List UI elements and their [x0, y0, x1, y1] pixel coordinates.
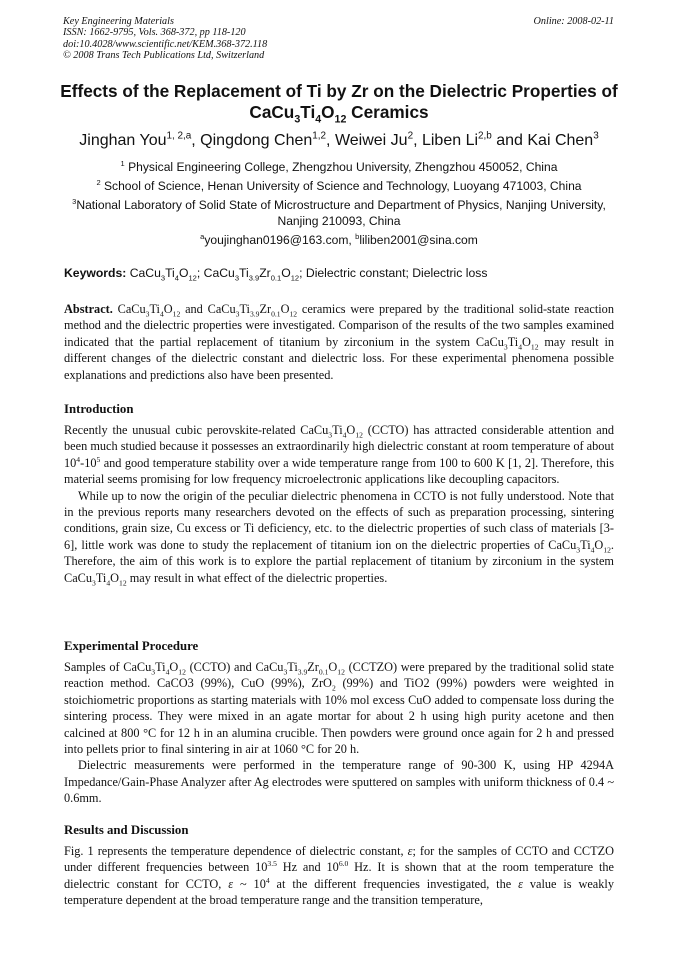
abstract-label: Abstract.	[64, 302, 113, 316]
introduction-body	[64, 422, 614, 586]
email-line: $^a$youjinghan0196@163.com, $^b$liliben2001@sina.com	[200, 231, 478, 247]
title-line-1: Effects of the Replacement of Ti by Zr on the Dielectric Properties of	[60, 81, 618, 101]
intro-paragraph-2: While up to now the origin of the peculiar dielectric phenomena in CCTO is not fully understood. Note that in the previous reports many researchers devoted on the effects of such as preparation processing, sintering conditions, grain size, Cu excess or Ti deficiency, etc. to the dielectric properties of such class of materials [3-6], little work was done to study the replacement of titanium ion on the dielectric properties of $CaCu_3Ti_4O_{12}$. Therefore, the aim of this work is to explore the partial replacement of titanium by zirconium in the system $CaCu_3Ti_4O_{12}$ may result in what effect of the dielectric properties.	[64, 488, 614, 588]
experimental-body	[64, 659, 614, 807]
experimental-heading: Experimental Procedure	[64, 639, 199, 653]
results-heading: Results and Discussion	[64, 823, 189, 837]
intro-paragraph-1: Recently the unusual cubic perovskite-related $CaCu_3Ti_4O_{12}$ (CCTO) has attracted considerable attention and been much studied because it possesses an extraordinarily high dielectric constant at room temperature of about $10^4-10^5$ and good temperature stability over a wide temperature range from 100 to 600 K [1, 2]. Therefore, this material seems promising for low frequency microelectronic applications like decoupling capacitors.	[64, 423, 614, 487]
results-paragraph-1: Fig. 1 represents the temperature dependence of dielectric constant, ε; for the samples of CCTO and CCTZO under different frequencies between $10^{3.5}$ Hz and $10^{6.0}$ Hz. It is shown that at the room temperature the dielectric constant for CCTO, ε ~ $10^4$ at the different frequencies investigated, the ε value is weakly temperature dependent at the broad temperature range and the transition temperature,	[64, 844, 614, 908]
doi-line: doi:10.4028/www.scientific.net/KEM.368-372.118	[63, 38, 268, 50]
introduction-heading: Introduction	[64, 402, 134, 416]
results-body	[64, 843, 614, 909]
keywords-line: Keywords: $CaCu_3Ti_4O_{12}$; $CaCu_3Ti_{3.9}Zr_{0.1}O_{12}$; Dielectric constant; Dielectric loss	[64, 266, 488, 283]
affiliation-3: $^3$National Laboratory of Solid State of Microstructure and Department of Physics, Nanjing University, Nanjing 210093, China	[72, 196, 606, 228]
journal-header	[63, 16, 267, 62]
exp-paragraph-2: Dielectric measurements were performed in the temperature range of 90-300 K, using HP 4294A Impedance/Gain-Phase Analyzer after Ag electrodes were sputtered on samples with uniform thickness of 0.4 ~ 0.6mm.	[64, 758, 614, 806]
abstract: Abstract. $CaCu_3Ti_4O_{12}$ and $CaCu_3Ti_{3.9}Zr_{0.1}O_{12}$ ceramics were prepared by the traditional solid-state reaction method and the dielectric properties were investigated. Comparison of the results of the two samples examined indicated that the partial replacement of titanium by zirconium in the system $CaCu_3Ti_4O_{12}$ may result in different changes of the dielectric constant and dielectric loss. For these experimental phenomena possible explanations and predictions also have been presented.	[64, 302, 615, 382]
keywords-label: Keywords:	[64, 266, 127, 280]
exp-paragraph-1: Samples of $CaCu_3Ti_4O_{12}$ (CCTO) and $CaCu_3Ti_{3.9}Zr_{0.1}O_{12}$ (CCTZO) were prepared by the traditional solid state reaction method. CaCO3 (99%), CuO (99%), ZrO$_2$ (99%) and TiO2 (99%) powders were weighted in stoichiometric proportions as starting materials with 10% mol excess CuO added to compensate loss during the sintering process. They were mixed in an agate mortar for about 2 h using high purity acetone and then calcined at 800 °C for 12 h in an alumina crucible. Then powders were ground once again for 2 h and pressed into pellets prior to final sintering in air at 1060 °C for 20 h.	[64, 660, 614, 757]
journal-name: Key Engineering Materials	[63, 16, 174, 27]
affiliation-2: $^2$ School of Science, Henan University of Science and Technology, Luoyang 471003, China	[96, 177, 582, 193]
title-line-2: $CaCu_3Ti_4O_{12}$ Ceramics	[249, 102, 429, 126]
paper-title	[50, 81, 628, 126]
copyright-line: © 2008 Trans Tech Publications Ltd, Switzerland	[63, 50, 265, 62]
affiliation-1: $^1$ Physical Engineering College, Zhengzhou University, Zhengzhou 450052, China	[120, 158, 558, 174]
author-list: Jinghan You$^{1, 2,a}$, Qingdong Chen$^{1,2}$, Weiwei Ju$^2$, Liben Li$^{2,b}$ and Kai Chen$^3$	[79, 130, 599, 149]
online-date: Online: 2008-02-11	[533, 16, 614, 27]
issn-line: ISSN: 1662-9795, Vols. 368-372, pp 118-120	[63, 27, 246, 39]
